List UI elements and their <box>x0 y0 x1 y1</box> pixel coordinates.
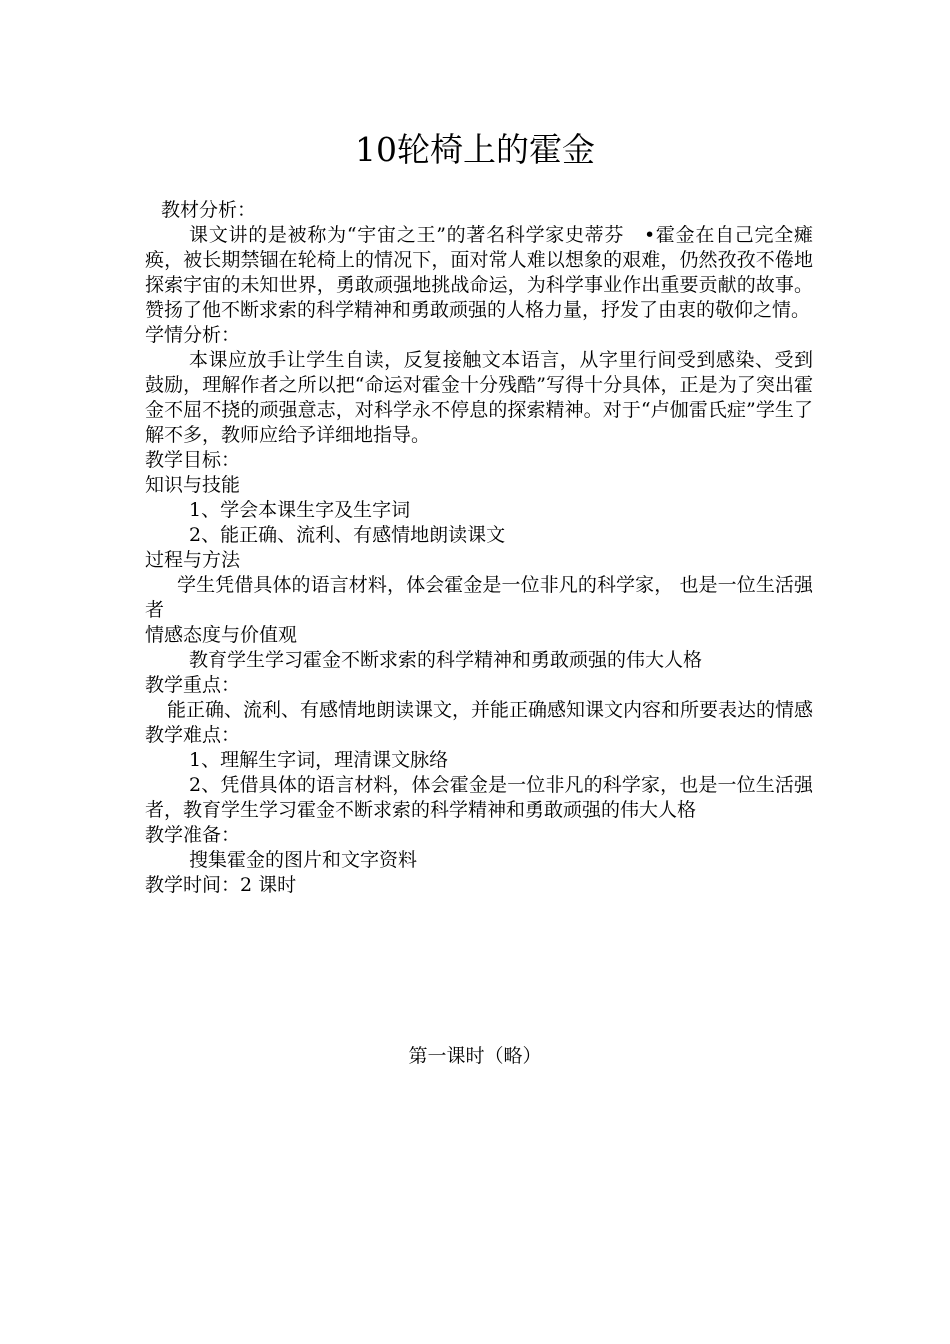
material-heading: 教材分析： <box>161 199 257 221</box>
difficulty-item-1: 1、理解生字词，理清课文脉络 <box>189 749 449 771</box>
key-text: 能正确、流利、有感情地朗读课文，并能正确感知课文内容和所要表达的情感 <box>167 699 814 721</box>
knowledge-item-1: 1、学会本课生字及生字词 <box>189 499 411 521</box>
prep-heading: 教学准备： <box>145 824 241 846</box>
learner-heading: 学情分析： <box>145 324 241 346</box>
process-text: 学生凭借具体的语言材料，体会霍金是一位非凡的科学家， 也是一位生活强者 <box>145 574 813 621</box>
difficulty-heading: 教学难点： <box>145 724 241 746</box>
prep-text: 搜集霍金的图片和文字资料 <box>189 849 418 871</box>
document-body <box>145 198 813 898</box>
process-heading: 过程与方法 <box>145 549 241 571</box>
lesson-footer: 第一课时（略） <box>408 1045 542 1067</box>
time-text: 教学时间：2 课时 <box>145 874 297 896</box>
emotion-heading: 情感态度与价值观 <box>145 624 298 646</box>
learner-text: 本课应放手让学生自读，反复接触文本语言，从字里行间受到感染、受到鼓励，理解作者之所以把“命运对霍金十分残酷”写得十分具体，正是为了突出霍金不屈不挠的顽强意志，对科学永不停息的探索精神。对于“卢伽雷氏症”学生了解不多，教师应给予详细地指导。 <box>145 349 813 446</box>
goals-heading: 教学目标： <box>145 449 241 471</box>
difficulty-item-2: 2、凭借具体的语言材料，体会霍金是一位非凡的科学家，也是一位生活强者，教育学生学习霍金不断求索的科学精神和勇敢顽强的伟大人格 <box>145 774 813 821</box>
key-heading: 教学重点： <box>145 674 241 696</box>
material-text: 课文讲的是被称为“宇宙之王”的著名科学家史蒂芬 •霍金在自己完全瘫痪，被长期禁锢在轮椅上的情况下，面对常人难以想象的艰难，仍然孜孜不倦地探索宇宙的未知世界，勇敢顽强地挑战命运，为科学事业作出重要贡献的故事。赞扬了他不断求索的科学精神和勇敢顽强的人格力量，抒发了由衷的敬仰之情。 <box>145 224 813 321</box>
knowledge-heading: 知识与技能 <box>145 474 241 496</box>
knowledge-item-2: 2、能正确、流利、有感情地朗读课文 <box>189 524 506 546</box>
page-title: 10轮椅上的霍金 <box>355 130 595 169</box>
emotion-text: 教育学生学习霍金不断求索的科学精神和勇敢顽强的伟大人格 <box>189 649 703 671</box>
